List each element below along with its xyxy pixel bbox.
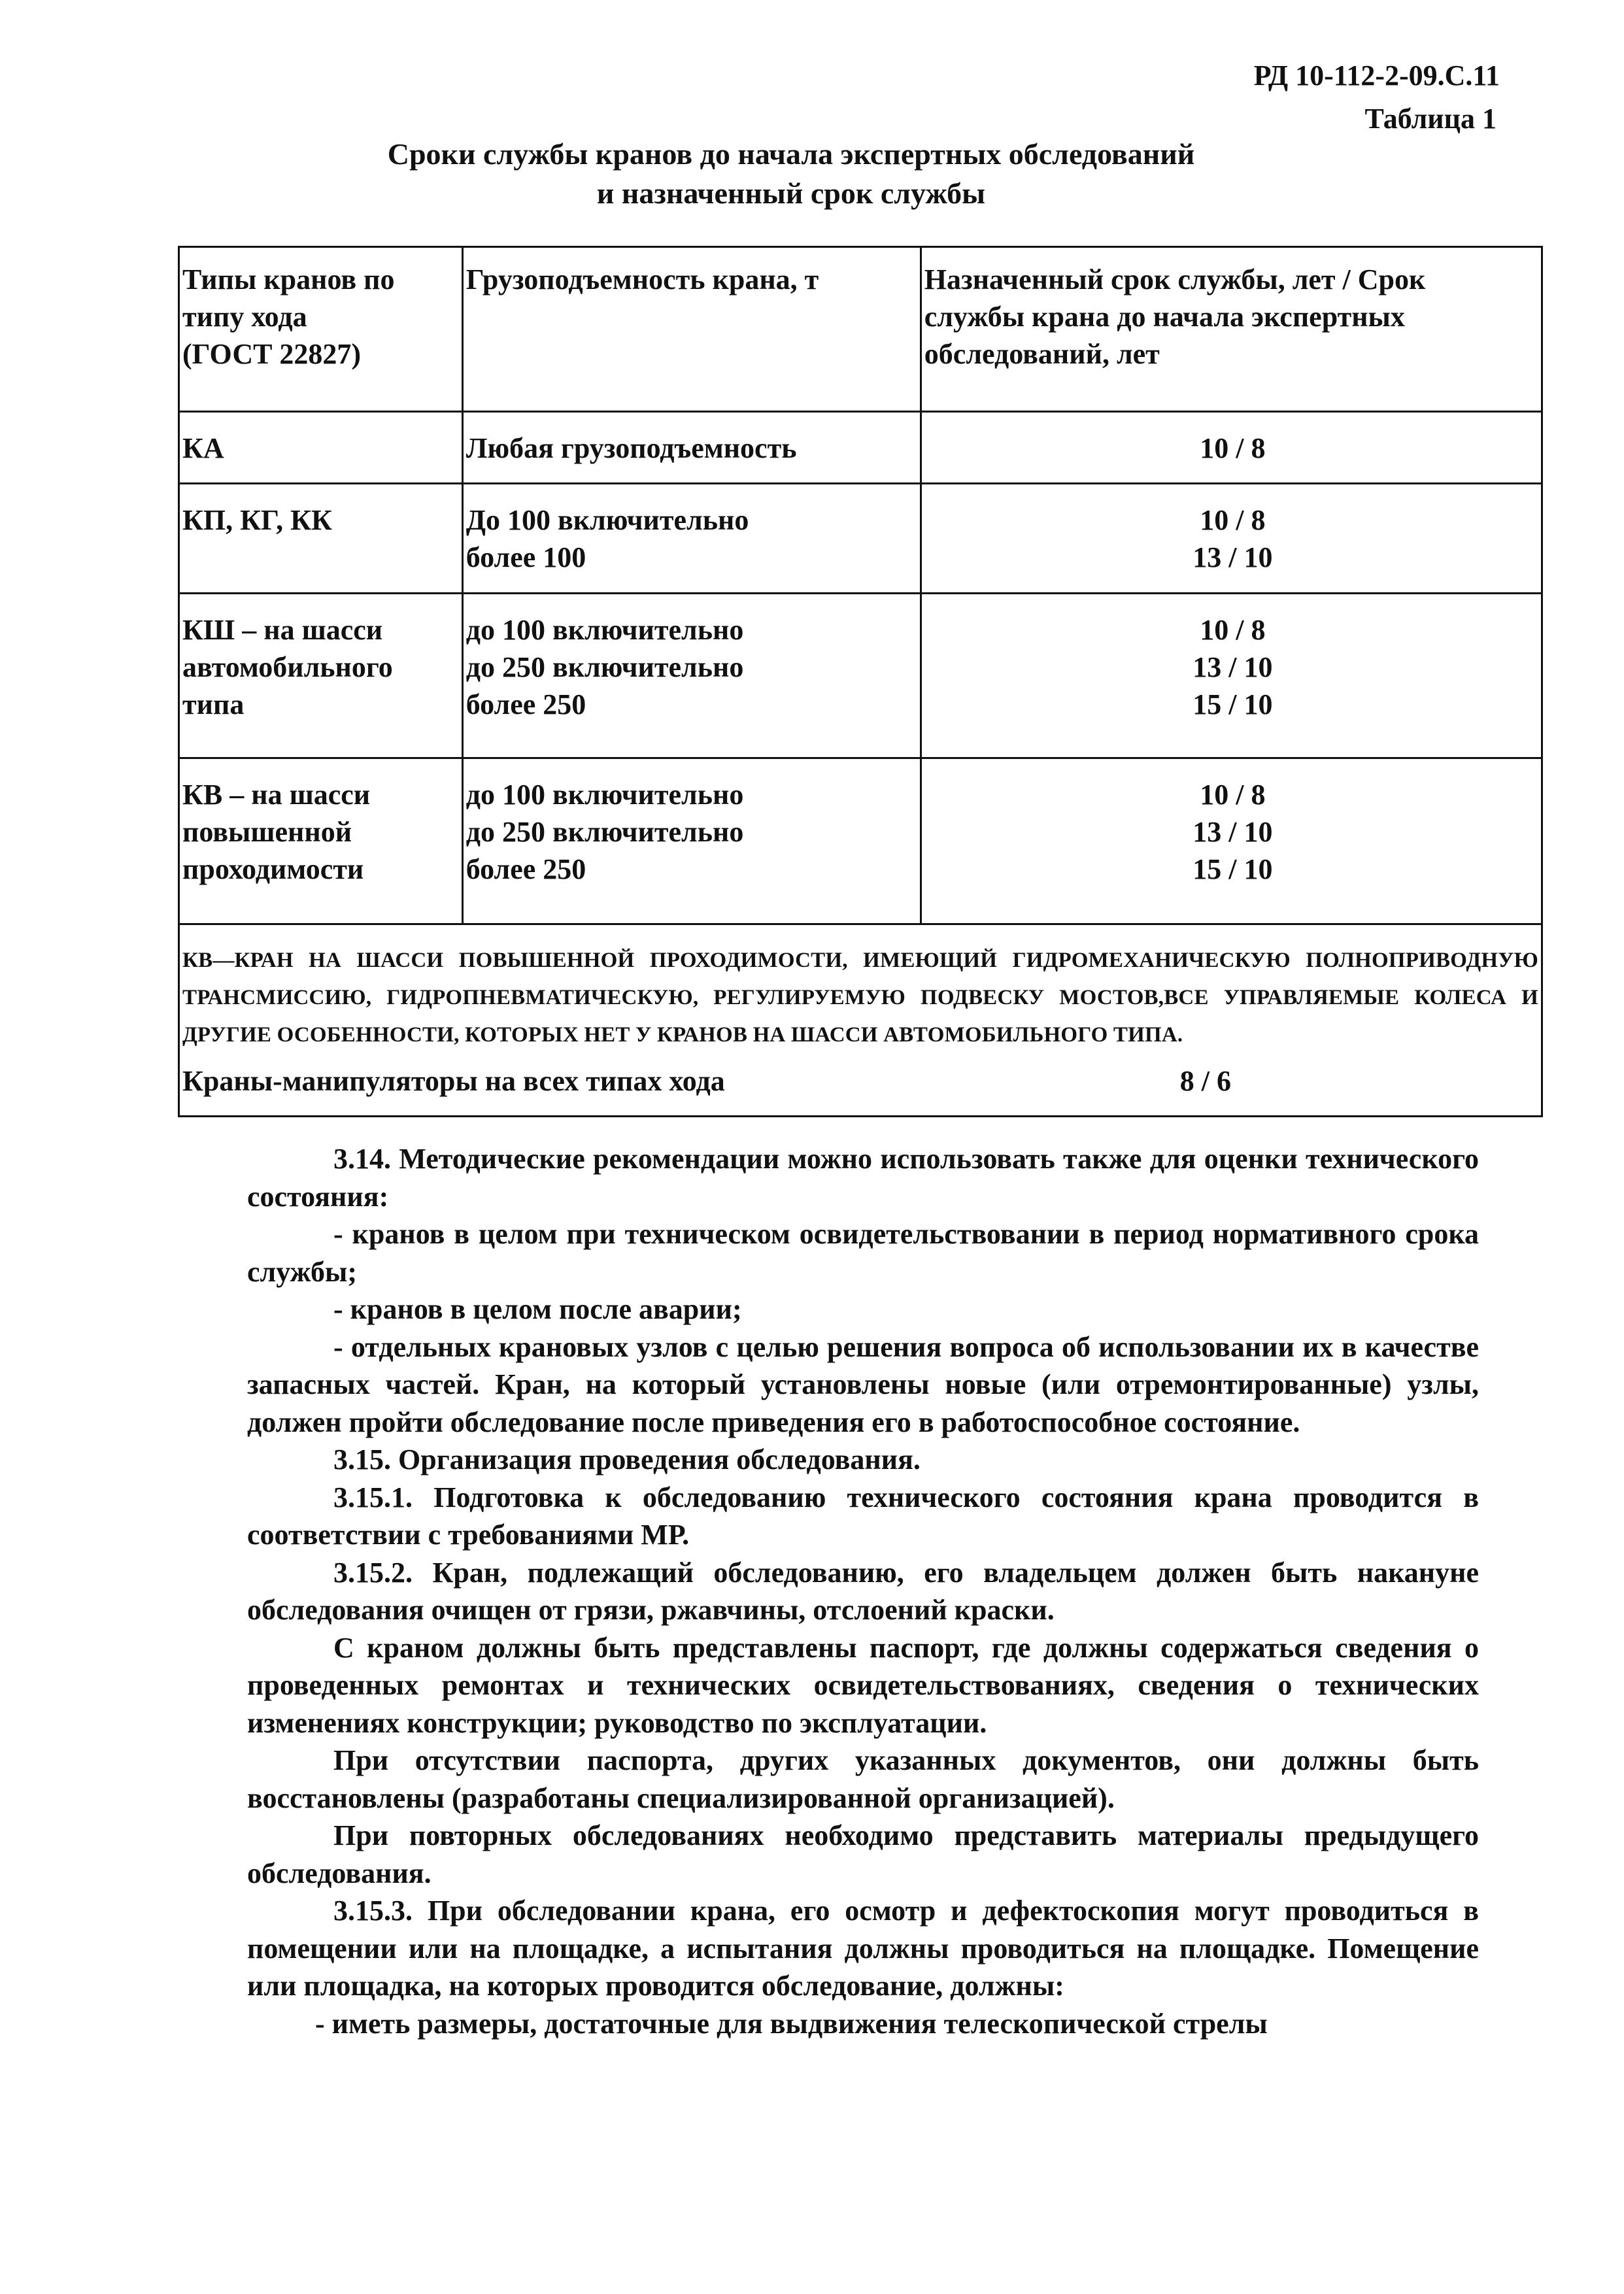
table-note-cell [179,924,1542,1117]
row-service-life: 10 / 8 13 / 10 15 / 10 [921,594,1542,758]
table-title-line-1: Сроки службы кранов до начала экспертных обследований [387,137,1195,171]
manipulators-line [182,1063,1538,1100]
document-code: РД 10-112-2-09.С.11 [1253,59,1500,92]
manipulators-value: 8 / 6 [1179,1065,1231,1097]
paragraph-3-14: 3.14. Методические рекомендации можно использовать также для оценки технического состояния: [247,1143,1479,1213]
header-crane-type: Типы кранов по типу хода (ГОСТ 22827) [179,247,463,412]
kv-definition-note: КВ—КРАН НА ШАССИ ПОВЫШЕННОЙ ПРОХОДИМОСТИ, ИМЕЮЩИЙ ГИДРОМЕХАНИЧЕСКУЮ ПОЛНОПРИВОДНУЮ ТРАНСМИССИЮ, ГИДРОПНЕВМАТИЧЕСКУЮ, РЕГУЛИРУЕМУЮ ПОДВЕСКУ МОСТОВ,ВСЕ УПРАВЛЯЕМЫЕ КОЛЕСА И ДРУГИЕ ОСОБЕННОСТИ, КОТОРЫХ НЕТ У КРАНОВ НА ШАССИ АВТОМОБИЛЬНОГО ТИПА. [182,949,1538,1047]
table-number-label: Таблица 1 [1364,103,1497,135]
table-row [179,412,1542,484]
row-capacity: Любая грузоподъемность [462,412,921,484]
service-life-table [178,246,1543,1117]
table-title-line-2: и назначенный срок службы [596,177,986,210]
paragraph-3-15-1: 3.15.1. Подготовка к обследованию технического состояния крана проводится в соответствии с требованиями МР. [247,1481,1479,1551]
table-header-row [179,247,1542,412]
manipulators-label: Краны-манипуляторы на всех типах хода [182,1065,725,1097]
row-capacity: до 100 включительно до 250 включительно более 250 [462,758,921,924]
paragraph-documents: С краном должны быть представлены паспорт, где должны содержаться сведения о проведенных ремонтах и технических освидетельствованиях, сведения о технических изменениях конструкции; руководство по эксплуатации. [247,1631,1479,1739]
row-service-life: 10 / 8 13 / 10 15 / 10 [921,758,1542,924]
list-item: - кранов в целом после аварии; [333,1293,742,1325]
row-capacity: до 100 включительно до 250 включительно более 250 [462,594,921,758]
row-crane-type: КШ – на шасси автомобильного типа [179,594,463,758]
table-row [179,594,1542,758]
row-crane-type: КП, КГ, КК [179,484,463,594]
paragraph-3-15-2: 3.15.2. Кран, подлежащий обследованию, его владельцем должен быть накануне обследования очищен от грязи, ржавчины, отслоений краски. [247,1556,1479,1626]
paragraph-3-15-3: 3.15.3. При обследовании крана, его осмотр и дефектоскопия могут проводиться в помещении или на площадке, а испытания должны проводиться на площадке. Помещение или площадка, на которых проводится обследование, должны: [247,1895,1479,2002]
paragraph-3-15: 3.15. Организация проведения обследования. [333,1443,921,1476]
list-item: - иметь размеры, достаточные для выдвижения телескопической стрелы [315,2007,1268,2040]
list-item: - кранов в целом при техническом освидетельствовании в период нормативного срока службы; [247,1218,1479,1288]
body-text [247,1140,1479,2042]
list-item: - отдельных крановых узлов с целью решения вопроса об использовании их в качестве запасных частей. Кран, на который установлены новые (или отремонтированные) узлы, должен пройти обследование после приведения его в работоспособное состояние. [247,1330,1479,1438]
row-crane-type: КВ – на шасси повышенной проходимости [179,758,463,924]
row-service-life: 10 / 8 [921,412,1542,484]
paragraph-missing-passport: При отсутствии паспорта, других указанных документов, они должны быть восстановлены (разработаны специализированной организацией). [247,1744,1479,1814]
header-capacity: Грузоподъемность крана, т [462,247,921,412]
row-crane-type: КА [179,412,463,484]
header-service-life: Назначенный срок службы, лет / Срок службы крана до начала экспертных обследований, лет [921,247,1542,412]
table-note-row [179,924,1542,1117]
table-row [179,758,1542,924]
table-title [0,135,1582,213]
row-service-life: 10 / 8 13 / 10 [921,484,1542,594]
table-row [179,484,1542,594]
row-capacity: До 100 включительно более 100 [462,484,921,594]
paragraph-repeat-inspection: При повторных обследованиях необходимо представить материалы предыдущего обследования. [247,1819,1479,1889]
